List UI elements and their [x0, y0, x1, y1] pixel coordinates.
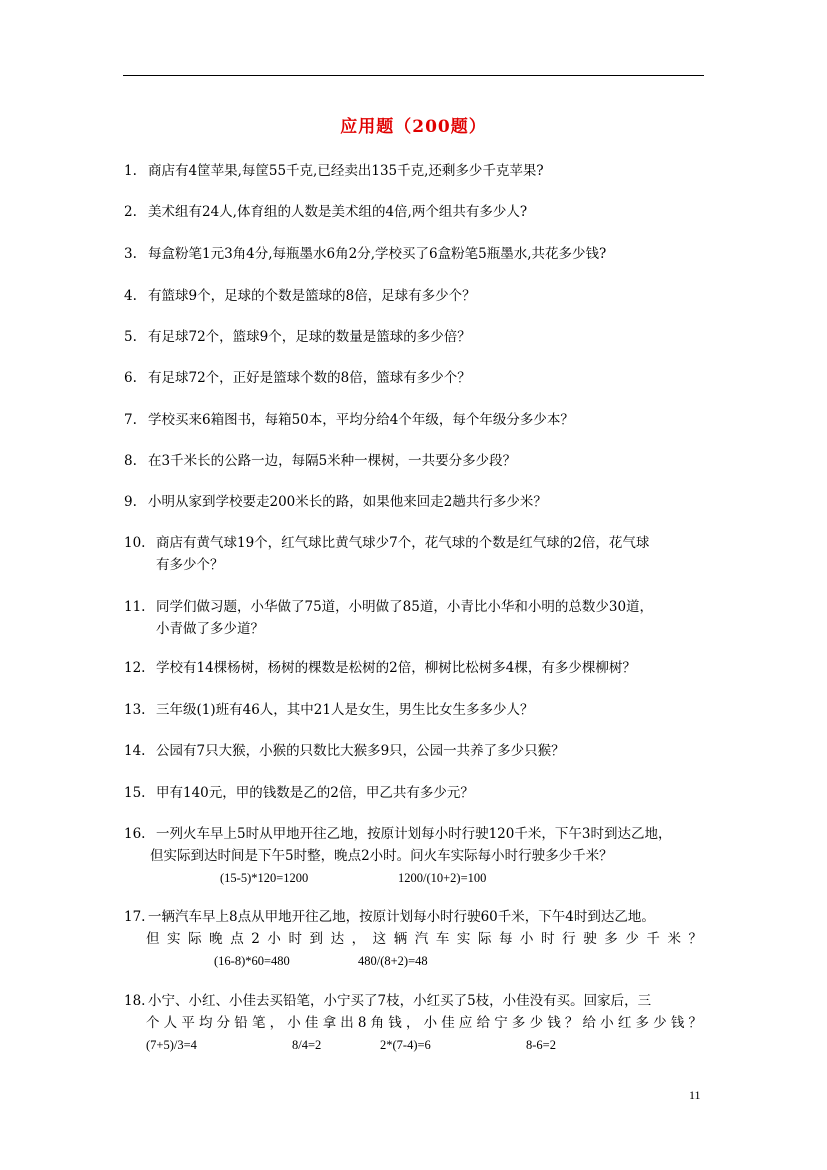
question-text: 小宁、小红、小佳去买铅笔，小宁买了7枝，小红买了5枝，小佳没有买。回家后，三 — [148, 993, 652, 1009]
page-title: 应用题（200题） — [340, 117, 487, 137]
question-10-continuation: 有多少个？ — [156, 557, 224, 573]
question-text: 在3千米长的公路一边，每隔5米种一棵树，一共要分多少段？ — [148, 453, 517, 469]
header-rule — [123, 75, 704, 76]
question-text: 甲有140元，甲的钱数是乙的2倍，甲乙共有多少元？ — [156, 785, 474, 801]
question-number: 16. — [124, 826, 146, 842]
question-number: 8. — [124, 453, 137, 469]
question-1 — [124, 160, 544, 182]
question-number: 2. — [124, 204, 137, 220]
question-10 — [124, 532, 649, 554]
question-number: 5. — [124, 329, 137, 345]
question-text: 每盒粉笔1元3角4分,每瓶墨水6角2分,学校买了6盒粉笔5瓶墨水,共花多少钱? — [148, 246, 607, 262]
question-number: 13. — [124, 702, 146, 718]
question-18 — [124, 990, 651, 1012]
question-text: 商店有黄气球19个，红气球比黄气球少7个，花气球的个数是红气球的2倍，花气球 — [156, 535, 650, 551]
question-3 — [124, 243, 606, 265]
page-number: 11 — [689, 1088, 701, 1102]
question-text: 有篮球9个，足球的个数是篮球的8倍，足球有多少个？ — [148, 288, 476, 304]
question-17 — [124, 906, 655, 928]
question-text: 公园有7只大猴，小猴的只数比大猴多9只，公园一共养了多少只猴？ — [156, 743, 565, 759]
question-text: 一辆汽车早上8点从甲地开往乙地，按原计划每小时行驶60千米，下午4时到达乙地。 — [148, 909, 655, 925]
question-number: 17. — [124, 909, 146, 925]
worked-step: 8/4=2 — [292, 1038, 322, 1052]
question-number: 14. — [124, 743, 146, 759]
question-number: 18. — [124, 993, 146, 1009]
question-text: 有足球72个，篮球9个，足球的数量是篮球的多少倍？ — [148, 329, 471, 345]
question-text: 美术组有24人,体育组的人数是美术组的4倍,两个组共有多少人? — [148, 204, 528, 220]
question-9 — [124, 491, 547, 513]
question-4 — [124, 285, 476, 307]
question-text: 三年级(1)班有46人，其中21人是女生，男生比女生多多少人？ — [156, 702, 534, 718]
question-13 — [124, 699, 533, 721]
question-text: 同学们做习题，小华做了75道，小明做了85道，小青比小华和小明的总数少30道， — [156, 599, 654, 615]
question-number: 11. — [124, 599, 146, 615]
question-number: 9. — [124, 494, 137, 510]
question-11-continuation: 小青做了多少道？ — [156, 621, 264, 637]
question-number: 7. — [124, 412, 137, 428]
question-text: 一列火车早上5时从甲地开往乙地，按原计划每小时行驶120千米，下午3时到达乙地， — [156, 826, 672, 842]
worked-step: (16-8)*60=480 — [214, 954, 290, 968]
question-6 — [124, 367, 471, 389]
question-5 — [124, 326, 471, 348]
question-number: 6. — [124, 370, 137, 386]
worked-step: 480/(8+2)=48 — [358, 954, 428, 968]
question-number: 10. — [124, 535, 146, 551]
question-2 — [124, 201, 527, 223]
question-16 — [124, 823, 671, 845]
question-17-continuation: 但实际晚点2小时到达，这辆汽车实际每小时行驶多少千米？ — [146, 931, 702, 947]
worked-step: 8-6=2 — [526, 1038, 556, 1052]
worked-step: (7+5)/3=4 — [146, 1038, 197, 1052]
question-number: 3. — [124, 246, 137, 262]
question-number: 15. — [124, 785, 146, 801]
question-18-continuation: 个人平均分铅笔，小佳拿出8角钱，小佳应给宁多少钱？给小红多少钱？ — [146, 1015, 702, 1031]
question-text: 学校买来6箱图书，每箱50本，平均分给4个年级，每个年级分多少本？ — [148, 412, 574, 428]
question-11 — [124, 596, 653, 618]
question-12 — [124, 657, 636, 679]
worked-step: 2*(7-4)=6 — [380, 1038, 431, 1052]
question-text: 商店有4筐苹果,每筐55千克,已经卖出135千克,还剩多少千克苹果? — [148, 163, 544, 179]
worked-step: 1200/(10+2)=100 — [398, 871, 487, 885]
question-8 — [124, 450, 516, 472]
question-14 — [124, 740, 565, 762]
worked-step: (15-5)*120=1200 — [220, 871, 309, 885]
question-text: 小明从家到学校要走200米长的路，如果他来回走2趟共行多少米？ — [148, 494, 547, 510]
question-15 — [124, 782, 474, 804]
question-7 — [124, 409, 574, 431]
question-number: 12. — [124, 660, 146, 676]
question-number: 4. — [124, 288, 137, 304]
question-text: 学校有14棵杨树，杨树的棵数是松树的2倍，柳树比松树多4棵，有多少棵柳树？ — [156, 660, 636, 676]
question-number: 1. — [124, 163, 137, 179]
question-16-continuation: 但实际到达时间是下午5时整，晚点2小时。问火车实际每小时行驶多少千米？ — [150, 848, 613, 864]
question-text: 有足球72个，正好是篮球个数的8倍，篮球有多少个？ — [148, 370, 471, 386]
